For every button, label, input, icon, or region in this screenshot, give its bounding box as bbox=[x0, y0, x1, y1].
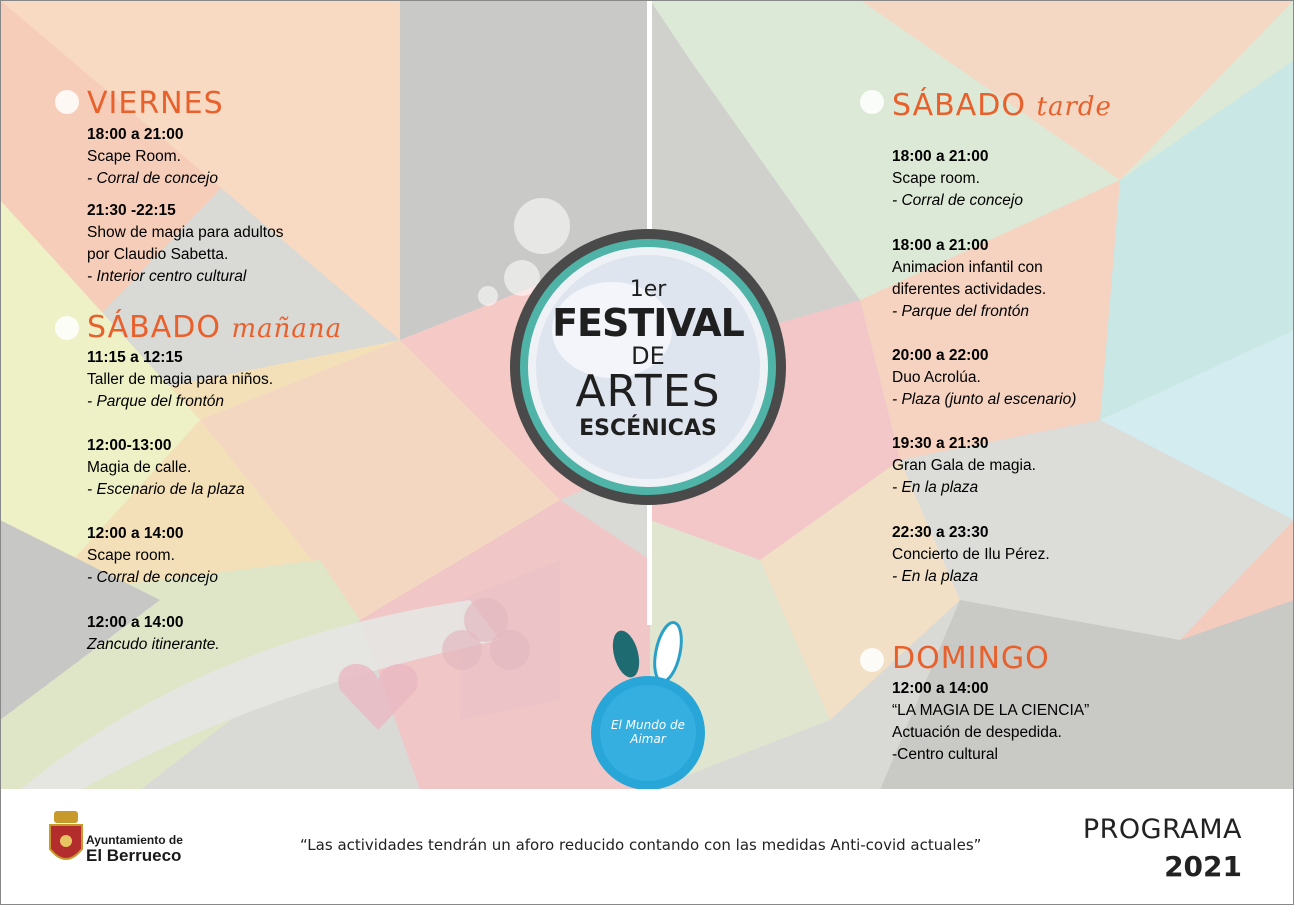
event-item bbox=[87, 435, 245, 501]
event-time: 18:00 a 21:00 bbox=[892, 148, 989, 165]
day-heading-sub: mañana bbox=[231, 314, 343, 344]
festival-word-festival: FESTIVAL bbox=[552, 301, 744, 345]
event-time: 18:00 a 21:00 bbox=[87, 126, 184, 143]
badge-label: El Mundo de Aimar bbox=[610, 718, 686, 746]
event-place: - Escenario de la plaza bbox=[87, 481, 245, 498]
event-desc: Scape room. bbox=[892, 170, 980, 187]
event-desc: Actuación de despedida. bbox=[892, 724, 1062, 741]
event-desc: diferentes actividades. bbox=[892, 281, 1047, 298]
event-time: 12:00 a 14:00 bbox=[892, 680, 989, 697]
event-item bbox=[892, 522, 1050, 588]
event-desc: Gran Gala de magia. bbox=[892, 457, 1036, 474]
event-item bbox=[87, 124, 218, 190]
event-place: - Corral de concejo bbox=[87, 170, 218, 187]
festival-word-escenicas: ESCÉNICAS bbox=[579, 416, 717, 441]
event-item bbox=[892, 345, 1076, 411]
day-heading-text: SÁBADO bbox=[87, 310, 221, 345]
event-time: 21:30 -22:15 bbox=[87, 202, 176, 219]
day-heading-sabado-manana bbox=[87, 310, 342, 345]
festival-ordinal: 1er bbox=[629, 277, 667, 302]
event-time: 12:00-13:00 bbox=[87, 437, 172, 454]
program-label: PROGRAMA bbox=[1082, 814, 1242, 845]
event-place: - Parque del frontón bbox=[87, 393, 225, 410]
bullet-dot bbox=[860, 90, 884, 114]
event-place: - Corral de concejo bbox=[87, 569, 218, 586]
festival-word-de: DE bbox=[631, 342, 665, 370]
event-place: - En la plaza bbox=[892, 568, 979, 585]
event-item bbox=[892, 433, 1036, 499]
event-item bbox=[87, 523, 218, 589]
mundo-aimar-badge bbox=[596, 718, 700, 746]
day-heading-text: VIERNES bbox=[87, 86, 224, 121]
day-heading-text: SÁBADO bbox=[892, 88, 1026, 123]
event-place: - En la plaza bbox=[892, 479, 979, 496]
event-desc: Taller de magia para niños. bbox=[87, 371, 274, 388]
event-desc: Scape Room. bbox=[87, 148, 181, 165]
event-item bbox=[87, 200, 283, 288]
event-item bbox=[892, 678, 1089, 766]
festival-title bbox=[548, 278, 748, 442]
event-desc: Duo Acrolúa. bbox=[892, 369, 981, 386]
event-time: 22:30 a 23:30 bbox=[892, 524, 989, 541]
bullet-dot bbox=[55, 316, 79, 340]
day-heading-domingo bbox=[892, 641, 1050, 676]
day-heading-text: DOMINGO bbox=[892, 641, 1050, 676]
day-heading-viernes bbox=[87, 86, 224, 121]
event-desc: Show de magia para adultos bbox=[87, 224, 284, 241]
event-desc: Magia de calle. bbox=[87, 459, 192, 476]
event-item bbox=[892, 235, 1046, 323]
event-place: - Interior centro cultural bbox=[87, 268, 247, 285]
event-time: 12:00 a 14:00 bbox=[87, 525, 184, 542]
event-desc: Scape room. bbox=[87, 547, 175, 564]
festival-word-artes: ARTES bbox=[575, 366, 721, 417]
day-heading-sub: tarde bbox=[1036, 92, 1112, 122]
bullet-dot bbox=[860, 648, 884, 672]
event-time: 20:00 a 22:00 bbox=[892, 347, 989, 364]
coat-of-arms-icon bbox=[46, 809, 86, 871]
event-desc: “LA MAGIA DE LA CIENCIA” bbox=[892, 702, 1090, 719]
event-time: 11:15 a 12:15 bbox=[87, 349, 183, 366]
event-item bbox=[892, 146, 1023, 212]
event-desc: Concierto de Ilu Pérez. bbox=[892, 546, 1050, 563]
event-time: 18:00 a 21:00 bbox=[892, 237, 989, 254]
event-place: - Parque del frontón bbox=[892, 303, 1030, 320]
event-desc: Animacion infantil con bbox=[892, 259, 1043, 276]
event-item bbox=[87, 347, 273, 413]
covid-note: “Las actividades tendrán un aforo reducido contando con las medidas Anti-covid actuales” bbox=[300, 836, 982, 854]
event-place: -Centro cultural bbox=[892, 746, 998, 763]
day-heading-sabado-tarde bbox=[892, 88, 1112, 123]
org-line-2: El Berrueco bbox=[86, 846, 182, 865]
bullet-dot bbox=[55, 90, 79, 114]
event-place: - Plaza (junto al escenario) bbox=[892, 391, 1077, 408]
program-year: 2021 bbox=[1164, 850, 1242, 883]
org-line-1: Ayuntamiento de bbox=[86, 833, 183, 847]
event-place: Zancudo itinerante. bbox=[87, 636, 220, 653]
event-desc: por Claudio Sabetta. bbox=[87, 246, 229, 263]
event-place: - Corral de concejo bbox=[892, 192, 1023, 209]
event-item bbox=[87, 612, 220, 656]
event-time: 19:30 a 21:30 bbox=[892, 435, 989, 452]
event-time: 12:00 a 14:00 bbox=[87, 614, 184, 631]
